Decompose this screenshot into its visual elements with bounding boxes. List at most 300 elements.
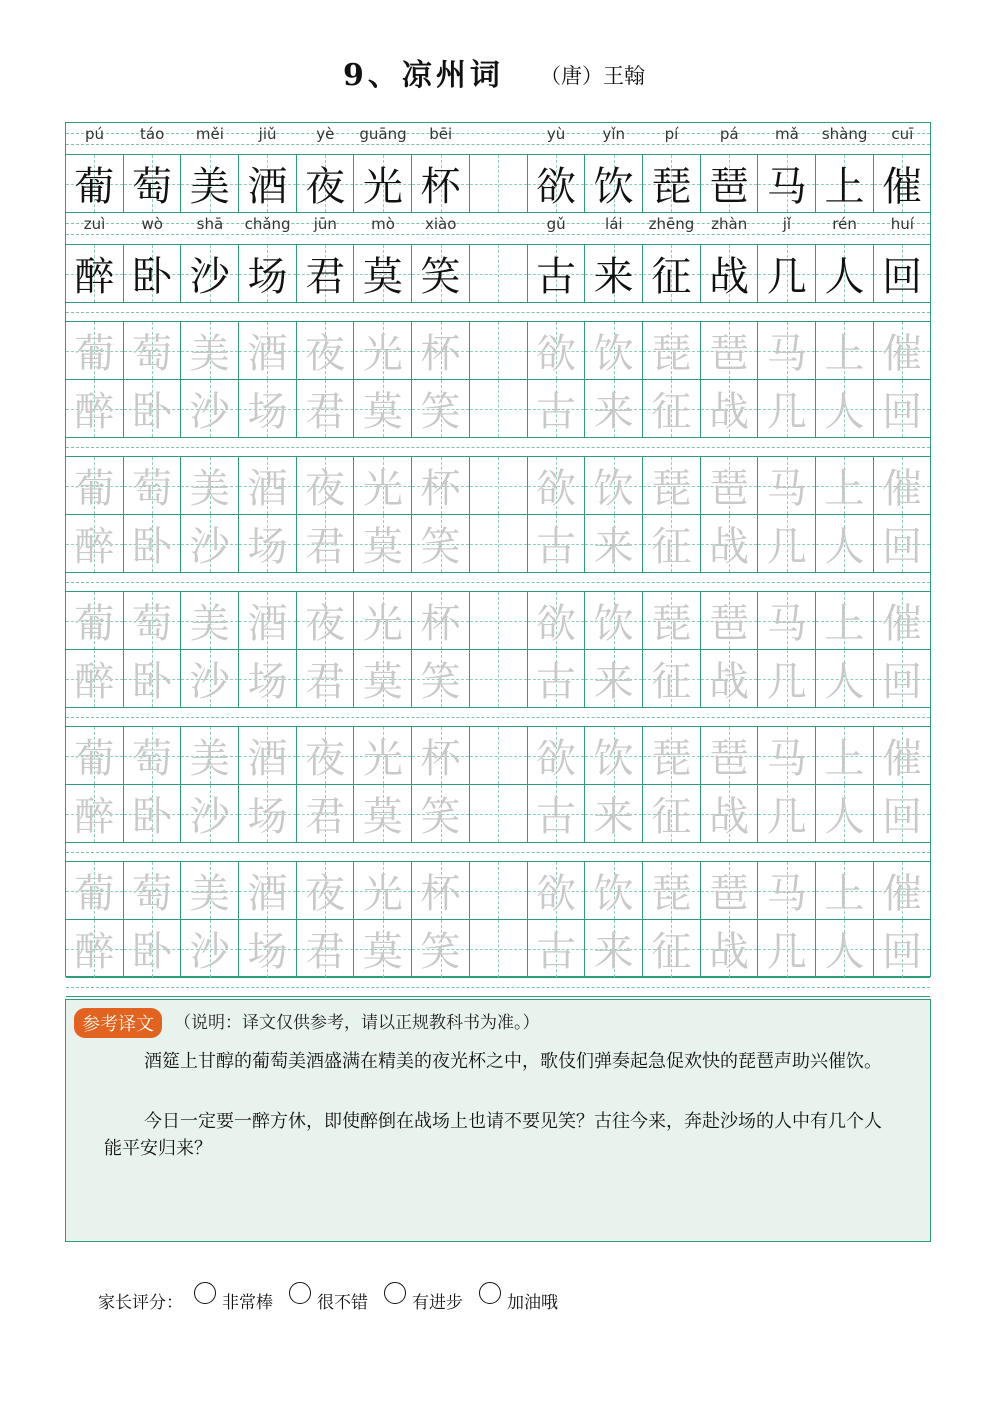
tracing-character: 征 bbox=[651, 794, 692, 840]
tracing-cell[interactable] bbox=[874, 650, 932, 707]
tracing-cell[interactable] bbox=[528, 457, 586, 514]
model-cell bbox=[470, 245, 528, 302]
tracing-cell[interactable] bbox=[297, 457, 355, 514]
model-character: 杯 bbox=[420, 164, 461, 210]
tracing-cell[interactable] bbox=[239, 650, 297, 707]
tracing-cell[interactable] bbox=[470, 785, 528, 842]
pinyin-syllable: lái bbox=[605, 215, 623, 233]
tracing-character: 君 bbox=[305, 389, 346, 435]
tracing-cell[interactable] bbox=[181, 515, 239, 572]
tracing-character: 场 bbox=[247, 524, 288, 570]
tracing-cell[interactable] bbox=[239, 785, 297, 842]
tracing-character: 葡 bbox=[74, 736, 115, 782]
tracing-cell[interactable] bbox=[585, 515, 643, 572]
tracing-cell[interactable] bbox=[355, 862, 413, 919]
tracing-character: 光 bbox=[362, 601, 403, 647]
tracing-cell[interactable] bbox=[66, 862, 124, 919]
tracing-cell[interactable] bbox=[124, 592, 182, 649]
tracing-cell[interactable] bbox=[124, 515, 182, 572]
tracing-cell[interactable] bbox=[874, 515, 932, 572]
pinyin-syllable: táo bbox=[140, 125, 165, 143]
tracing-cell[interactable] bbox=[816, 862, 874, 919]
tracing-character: 古 bbox=[535, 659, 576, 705]
tracing-cell[interactable] bbox=[585, 457, 643, 514]
tracing-cell[interactable] bbox=[643, 322, 701, 379]
tracing-cell[interactable] bbox=[66, 727, 124, 784]
tracing-character: 沙 bbox=[189, 929, 230, 975]
tracing-cell[interactable] bbox=[643, 515, 701, 572]
tracing-cell[interactable] bbox=[239, 457, 297, 514]
tracing-character: 催 bbox=[882, 601, 923, 647]
tracing-cell[interactable] bbox=[239, 592, 297, 649]
model-cell bbox=[528, 245, 586, 302]
tracing-cell[interactable] bbox=[758, 322, 816, 379]
rating-option-label: 很不错 bbox=[317, 1293, 368, 1313]
tracing-cell[interactable] bbox=[816, 380, 874, 437]
tracing-character: 饮 bbox=[593, 871, 634, 917]
tracing-character: 醉 bbox=[74, 659, 115, 705]
translation-note: （说明：译文仅供参考，请以正规教科书为准。） bbox=[174, 1013, 540, 1033]
tracing-cell[interactable] bbox=[181, 920, 239, 977]
tracing-character: 几 bbox=[766, 389, 807, 435]
tracing-cell[interactable] bbox=[758, 785, 816, 842]
model-cell bbox=[297, 155, 355, 212]
tracing-character: 琵 bbox=[651, 871, 692, 917]
tracing-cell[interactable] bbox=[470, 380, 528, 437]
tracing-cell[interactable] bbox=[124, 650, 182, 707]
tracing-cell[interactable] bbox=[297, 592, 355, 649]
tracing-cell[interactable] bbox=[528, 380, 586, 437]
tracing-character: 沙 bbox=[189, 794, 230, 840]
model-cell bbox=[701, 245, 759, 302]
tracing-character-row bbox=[66, 457, 930, 515]
tracing-cell[interactable] bbox=[355, 920, 413, 977]
model-character: 人 bbox=[824, 254, 865, 300]
tracing-cell[interactable] bbox=[355, 515, 413, 572]
tracing-cell[interactable] bbox=[643, 650, 701, 707]
model-character: 君 bbox=[305, 254, 346, 300]
tracing-character: 琶 bbox=[709, 601, 750, 647]
tracing-character-row bbox=[66, 727, 930, 785]
translation-box bbox=[65, 999, 931, 1242]
tracing-character: 催 bbox=[882, 331, 923, 377]
tracing-character: 人 bbox=[824, 794, 865, 840]
tracing-cell[interactable] bbox=[66, 380, 124, 437]
tracing-cell[interactable] bbox=[701, 592, 759, 649]
tracing-cell[interactable] bbox=[181, 727, 239, 784]
tracing-cell[interactable] bbox=[874, 727, 932, 784]
tracing-cell[interactable] bbox=[412, 457, 470, 514]
tracing-character: 战 bbox=[709, 524, 750, 570]
tracing-cell[interactable] bbox=[355, 785, 413, 842]
tracing-character: 夜 bbox=[305, 466, 346, 512]
tracing-character: 葡 bbox=[74, 871, 115, 917]
tracing-cell[interactable] bbox=[124, 380, 182, 437]
tracing-cell[interactable] bbox=[585, 920, 643, 977]
tracing-cell[interactable] bbox=[816, 592, 874, 649]
tracing-cell[interactable] bbox=[66, 457, 124, 514]
tracing-cell[interactable] bbox=[470, 592, 528, 649]
tracing-cell[interactable] bbox=[874, 920, 932, 977]
tracing-cell[interactable] bbox=[816, 920, 874, 977]
pinyin-syllable: jūn bbox=[313, 215, 337, 233]
model-cell bbox=[124, 245, 182, 302]
tracing-character bbox=[470, 727, 527, 784]
tracing-character: 杯 bbox=[420, 871, 461, 917]
rating-option-label: 非常棒 bbox=[222, 1293, 273, 1313]
tracing-character: 马 bbox=[766, 466, 807, 512]
model-character: 马 bbox=[766, 164, 807, 210]
tracing-cell[interactable] bbox=[355, 650, 413, 707]
tracing-character: 战 bbox=[709, 659, 750, 705]
tracing-cell[interactable] bbox=[124, 920, 182, 977]
tracing-character: 琵 bbox=[651, 601, 692, 647]
pinyin-syllable: rén bbox=[832, 215, 857, 233]
tracing-cell[interactable] bbox=[701, 920, 759, 977]
tracing-cell[interactable] bbox=[124, 322, 182, 379]
tracing-character: 征 bbox=[651, 524, 692, 570]
tracing-cell[interactable] bbox=[643, 380, 701, 437]
tracing-cell[interactable] bbox=[239, 322, 297, 379]
radio-circle-icon[interactable] bbox=[384, 1282, 406, 1304]
spacer-row bbox=[66, 303, 930, 322]
tracing-character bbox=[470, 322, 527, 379]
tracing-character: 莫 bbox=[362, 389, 403, 435]
tracing-cell[interactable] bbox=[528, 727, 586, 784]
model-character: 饮 bbox=[593, 164, 634, 210]
tracing-cell[interactable] bbox=[528, 650, 586, 707]
tracing-cell[interactable] bbox=[66, 515, 124, 572]
tracing-cell[interactable] bbox=[528, 785, 586, 842]
tracing-character: 马 bbox=[766, 736, 807, 782]
tracing-character: 来 bbox=[593, 794, 634, 840]
tracing-character: 琶 bbox=[709, 736, 750, 782]
tracing-character: 光 bbox=[362, 331, 403, 377]
tracing-cell[interactable] bbox=[701, 457, 759, 514]
tracing-character: 笑 bbox=[420, 794, 461, 840]
tracing-cell[interactable] bbox=[124, 785, 182, 842]
pinyin-syllable: zuì bbox=[83, 215, 106, 233]
tracing-character: 光 bbox=[362, 736, 403, 782]
tracing-character: 征 bbox=[651, 929, 692, 975]
model-character: 欲 bbox=[535, 164, 576, 210]
tracing-character: 欲 bbox=[535, 871, 576, 917]
tracing-cell[interactable] bbox=[297, 785, 355, 842]
tracing-cell[interactable] bbox=[412, 785, 470, 842]
tracing-cell[interactable] bbox=[758, 380, 816, 437]
tracing-cell[interactable] bbox=[181, 592, 239, 649]
tracing-character: 几 bbox=[766, 929, 807, 975]
tracing-cell[interactable] bbox=[470, 727, 528, 784]
tracing-character: 战 bbox=[709, 794, 750, 840]
model-character: 卧 bbox=[132, 254, 173, 300]
tracing-cell[interactable] bbox=[701, 785, 759, 842]
tracing-cell[interactable] bbox=[528, 592, 586, 649]
tracing-cell[interactable] bbox=[412, 322, 470, 379]
tracing-character: 来 bbox=[593, 524, 634, 570]
tracing-character-row bbox=[66, 650, 930, 708]
tracing-cell[interactable] bbox=[297, 322, 355, 379]
tracing-cell[interactable] bbox=[412, 920, 470, 977]
tracing-cell[interactable] bbox=[585, 727, 643, 784]
tracing-cell[interactable] bbox=[239, 920, 297, 977]
tracing-cell[interactable] bbox=[758, 727, 816, 784]
tracing-cell[interactable] bbox=[239, 515, 297, 572]
tracing-character-row bbox=[66, 592, 930, 650]
model-character: 笑 bbox=[420, 254, 461, 300]
tracing-character: 笑 bbox=[420, 524, 461, 570]
tracing-character: 场 bbox=[247, 794, 288, 840]
tracing-character: 场 bbox=[247, 389, 288, 435]
pinyin-row bbox=[66, 213, 930, 245]
tracing-character: 酒 bbox=[247, 601, 288, 647]
model-character bbox=[470, 245, 527, 302]
tracing-cell[interactable] bbox=[181, 862, 239, 919]
tracing-cell[interactable] bbox=[816, 515, 874, 572]
model-character: 光 bbox=[362, 164, 403, 210]
model-cell bbox=[758, 155, 816, 212]
tracing-character: 笑 bbox=[420, 389, 461, 435]
tracing-cell[interactable] bbox=[816, 727, 874, 784]
tracing-character: 光 bbox=[362, 871, 403, 917]
tracing-character: 酒 bbox=[247, 736, 288, 782]
tracing-character: 君 bbox=[305, 794, 346, 840]
tracing-cell[interactable] bbox=[874, 862, 932, 919]
tracing-cell[interactable] bbox=[816, 457, 874, 514]
tracing-cell[interactable] bbox=[585, 322, 643, 379]
spacer-row bbox=[66, 978, 930, 997]
tracing-cell[interactable] bbox=[643, 457, 701, 514]
tracing-cell[interactable] bbox=[816, 785, 874, 842]
tracing-character: 回 bbox=[882, 524, 923, 570]
tracing-cell[interactable] bbox=[874, 380, 932, 437]
tracing-cell[interactable] bbox=[758, 862, 816, 919]
pinyin-syllable: xiào bbox=[424, 215, 457, 233]
model-character: 莫 bbox=[362, 254, 403, 300]
tracing-cell[interactable] bbox=[239, 380, 297, 437]
tracing-cell[interactable] bbox=[874, 592, 932, 649]
tracing-character: 琶 bbox=[709, 466, 750, 512]
tracing-cell[interactable] bbox=[470, 862, 528, 919]
tracing-cell[interactable] bbox=[816, 650, 874, 707]
tracing-cell[interactable] bbox=[643, 785, 701, 842]
tracing-cell[interactable] bbox=[412, 727, 470, 784]
tracing-cell[interactable] bbox=[816, 322, 874, 379]
tracing-cell[interactable] bbox=[412, 650, 470, 707]
model-cell bbox=[412, 245, 470, 302]
tracing-character: 催 bbox=[882, 466, 923, 512]
tracing-character: 葡 bbox=[74, 466, 115, 512]
tracing-character: 笑 bbox=[420, 659, 461, 705]
model-cell bbox=[124, 155, 182, 212]
tracing-cell[interactable] bbox=[412, 862, 470, 919]
tracing-cell[interactable] bbox=[585, 785, 643, 842]
tracing-cell[interactable] bbox=[470, 322, 528, 379]
model-character: 美 bbox=[189, 164, 230, 210]
tracing-character: 饮 bbox=[593, 331, 634, 377]
tracing-cell[interactable] bbox=[701, 322, 759, 379]
tracing-character: 杯 bbox=[420, 736, 461, 782]
tracing-character: 萄 bbox=[132, 331, 173, 377]
tracing-character: 杯 bbox=[420, 466, 461, 512]
tracing-character-row bbox=[66, 322, 930, 380]
translation-paragraph-2: 今日一定要一醉方休，即使醉倒在战场上也请不要见笑？古往今来，奔赴沙场的人中有几个人能平安归来？ bbox=[104, 1111, 882, 1159]
tracing-cell[interactable] bbox=[470, 650, 528, 707]
tracing-cell[interactable] bbox=[758, 650, 816, 707]
tracing-cell[interactable] bbox=[66, 592, 124, 649]
tracing-cell[interactable] bbox=[297, 380, 355, 437]
rating-option-label: 加油哦 bbox=[507, 1293, 558, 1313]
tracing-character: 上 bbox=[824, 466, 865, 512]
tracing-character: 马 bbox=[766, 331, 807, 377]
spacer-row bbox=[66, 843, 930, 862]
tracing-character: 几 bbox=[766, 794, 807, 840]
tracing-cell[interactable] bbox=[643, 920, 701, 977]
model-cell bbox=[355, 245, 413, 302]
tracing-cell[interactable] bbox=[874, 457, 932, 514]
tracing-cell[interactable] bbox=[297, 650, 355, 707]
tracing-cell[interactable] bbox=[758, 592, 816, 649]
tracing-cell[interactable] bbox=[297, 920, 355, 977]
tracing-character: 场 bbox=[247, 929, 288, 975]
model-cell bbox=[643, 155, 701, 212]
tracing-cell[interactable] bbox=[585, 862, 643, 919]
tracing-character: 卧 bbox=[132, 794, 173, 840]
tracing-cell[interactable] bbox=[701, 862, 759, 919]
tracing-cell[interactable] bbox=[758, 920, 816, 977]
tracing-character: 饮 bbox=[593, 601, 634, 647]
tracing-cell[interactable] bbox=[66, 650, 124, 707]
tracing-character bbox=[470, 650, 527, 707]
tracing-cell[interactable] bbox=[124, 457, 182, 514]
tracing-cell[interactable] bbox=[181, 380, 239, 437]
tracing-cell[interactable] bbox=[528, 920, 586, 977]
tracing-cell[interactable] bbox=[528, 515, 586, 572]
tracing-character: 战 bbox=[709, 389, 750, 435]
tracing-character bbox=[470, 785, 527, 842]
poem-title: 9、凉州词 bbox=[343, 58, 504, 93]
tracing-character: 来 bbox=[593, 659, 634, 705]
tracing-character: 美 bbox=[189, 736, 230, 782]
tracing-cell[interactable] bbox=[758, 457, 816, 514]
radio-circle-icon[interactable] bbox=[479, 1282, 501, 1304]
radio-circle-icon[interactable] bbox=[194, 1282, 216, 1304]
tracing-cell[interactable] bbox=[181, 322, 239, 379]
model-character: 葡 bbox=[74, 164, 115, 210]
tracing-cell[interactable] bbox=[701, 650, 759, 707]
tracing-character-row bbox=[66, 380, 930, 438]
tracing-cell[interactable] bbox=[66, 920, 124, 977]
pinyin-syllable: guāng bbox=[359, 125, 407, 143]
tracing-cell[interactable] bbox=[297, 515, 355, 572]
writing-grid bbox=[65, 122, 931, 977]
tracing-character: 回 bbox=[882, 659, 923, 705]
tracing-character: 来 bbox=[593, 389, 634, 435]
tracing-cell[interactable] bbox=[701, 515, 759, 572]
pinyin-syllable: jiǔ bbox=[258, 125, 277, 143]
tracing-cell[interactable] bbox=[124, 862, 182, 919]
spacer-row bbox=[66, 708, 930, 727]
tracing-character: 人 bbox=[824, 659, 865, 705]
tracing-character: 欲 bbox=[535, 466, 576, 512]
tracing-character: 欲 bbox=[535, 331, 576, 377]
model-cell bbox=[874, 245, 932, 302]
tracing-character: 莫 bbox=[362, 794, 403, 840]
model-cell bbox=[585, 245, 643, 302]
tracing-cell[interactable] bbox=[643, 592, 701, 649]
tracing-cell[interactable] bbox=[643, 727, 701, 784]
tracing-cell[interactable] bbox=[758, 515, 816, 572]
tracing-cell[interactable] bbox=[874, 785, 932, 842]
tracing-cell[interactable] bbox=[239, 862, 297, 919]
tracing-cell[interactable] bbox=[470, 920, 528, 977]
model-character: 上 bbox=[824, 164, 865, 210]
tracing-cell[interactable] bbox=[701, 727, 759, 784]
tracing-cell[interactable] bbox=[470, 457, 528, 514]
model-cell bbox=[239, 245, 297, 302]
tracing-cell[interactable] bbox=[66, 785, 124, 842]
tracing-cell[interactable] bbox=[701, 380, 759, 437]
tracing-cell[interactable] bbox=[239, 727, 297, 784]
tracing-cell[interactable] bbox=[355, 592, 413, 649]
tracing-cell[interactable] bbox=[355, 380, 413, 437]
tracing-cell[interactable] bbox=[181, 457, 239, 514]
translation-tag: 参考译文 bbox=[74, 1008, 162, 1038]
tracing-cell[interactable] bbox=[297, 862, 355, 919]
tracing-cell[interactable] bbox=[181, 650, 239, 707]
tracing-character: 征 bbox=[651, 389, 692, 435]
tracing-cell[interactable] bbox=[585, 380, 643, 437]
pinyin-syllable: shā bbox=[196, 215, 224, 233]
tracing-cell[interactable] bbox=[412, 592, 470, 649]
tracing-cell[interactable] bbox=[66, 322, 124, 379]
tracing-cell[interactable] bbox=[355, 457, 413, 514]
tracing-cell[interactable] bbox=[355, 322, 413, 379]
tracing-cell[interactable] bbox=[297, 727, 355, 784]
tracing-character: 几 bbox=[766, 524, 807, 570]
tracing-character: 琶 bbox=[709, 871, 750, 917]
pinyin-syllable: jǐ bbox=[782, 215, 792, 233]
tracing-cell[interactable] bbox=[643, 862, 701, 919]
pinyin-syllable: pá bbox=[719, 125, 739, 143]
model-cell bbox=[66, 245, 124, 302]
tracing-cell[interactable] bbox=[412, 515, 470, 572]
tracing-cell[interactable] bbox=[470, 515, 528, 572]
tracing-cell[interactable] bbox=[355, 727, 413, 784]
pinyin-syllable: měi bbox=[195, 125, 224, 143]
tracing-character: 回 bbox=[882, 929, 923, 975]
tracing-character: 回 bbox=[882, 389, 923, 435]
tracing-character: 萄 bbox=[132, 601, 173, 647]
tracing-cell[interactable] bbox=[585, 592, 643, 649]
tracing-cell[interactable] bbox=[181, 785, 239, 842]
tracing-character: 来 bbox=[593, 929, 634, 975]
rating-label: 家长评分： bbox=[98, 1293, 183, 1313]
tracing-cell[interactable] bbox=[412, 380, 470, 437]
tracing-character: 卧 bbox=[132, 524, 173, 570]
tracing-cell[interactable] bbox=[874, 322, 932, 379]
tracing-character: 催 bbox=[882, 871, 923, 917]
tracing-cell[interactable] bbox=[124, 727, 182, 784]
tracing-cell[interactable] bbox=[528, 862, 586, 919]
model-character: 几 bbox=[766, 254, 807, 300]
tracing-character: 战 bbox=[709, 929, 750, 975]
tracing-character: 醉 bbox=[74, 389, 115, 435]
model-character bbox=[470, 155, 527, 212]
tracing-cell[interactable] bbox=[528, 322, 586, 379]
radio-circle-icon[interactable] bbox=[289, 1282, 311, 1304]
tracing-cell[interactable] bbox=[585, 650, 643, 707]
